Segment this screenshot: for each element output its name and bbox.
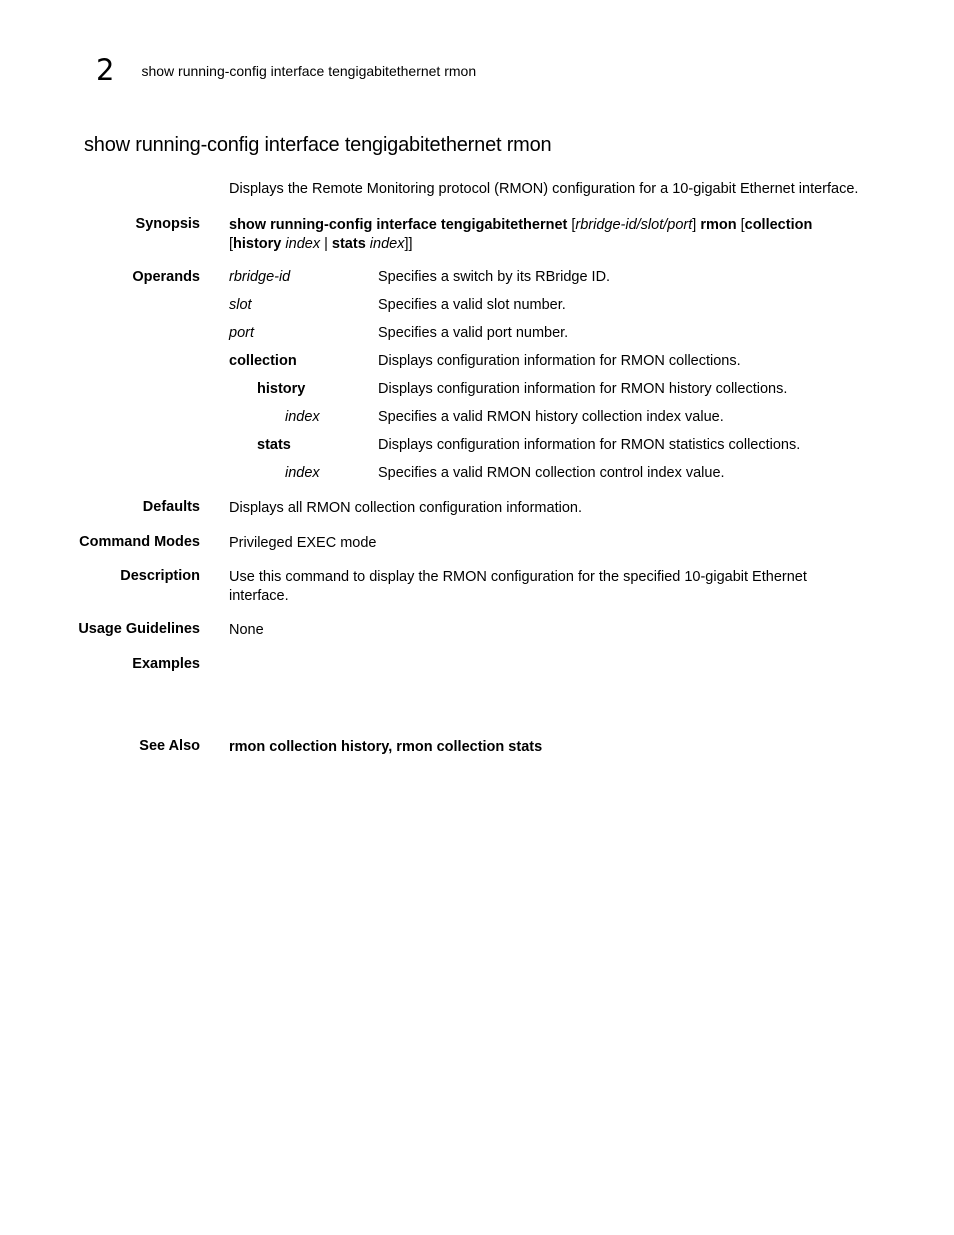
- operand-desc: Specifies a switch by its RBridge ID.: [378, 269, 611, 285]
- operand-desc: Specifies a valid RMON history collection index value.: [378, 409, 724, 425]
- running-header: show running-config interface tengigabitethernet rmon: [141, 63, 477, 79]
- chapter-number: 2: [96, 53, 115, 87]
- operand-term: port: [229, 325, 254, 341]
- command-modes-text: Privileged EXEC mode: [229, 535, 377, 551]
- operand-term: collection: [229, 353, 297, 369]
- synopsis-cmd: show running-config interface tengigabitethernet: [229, 217, 568, 233]
- page-header: [96, 54, 476, 86]
- synopsis-text: [229, 216, 879, 253]
- synopsis-close-bracket: ]: [692, 217, 701, 233]
- synopsis-pipe: |: [320, 235, 332, 252]
- synopsis-rmon: rmon: [700, 217, 737, 233]
- see-also-label: See Also: [139, 738, 200, 754]
- synopsis-open-bracket: [: [567, 217, 576, 233]
- description-label: Description: [120, 568, 200, 584]
- operand-term: index: [285, 465, 320, 481]
- defaults-label: Defaults: [142, 499, 200, 515]
- usage-text: None: [229, 622, 264, 638]
- operand-term: index: [285, 409, 320, 425]
- operand-term: rbridge-id: [229, 269, 291, 285]
- operand-desc: Displays configuration information for RMON statistics collections.: [378, 437, 801, 453]
- operand-term: history: [257, 381, 306, 397]
- operand-desc: Displays configuration information for RMON collections.: [378, 353, 741, 369]
- operand-desc: Specifies a valid port number.: [378, 325, 569, 341]
- defaults-text: Displays all RMON collection configuration information.: [229, 500, 582, 516]
- intro-text: Displays the Remote Monitoring protocol (RMON) configuration for a 10-gigabit Ethernet interface.: [229, 181, 859, 197]
- operand-desc: Specifies a valid slot number.: [378, 297, 566, 313]
- operand-term: slot: [229, 297, 252, 313]
- page-title: show running-config interface tengigabitethernet rmon: [84, 134, 552, 156]
- synopsis-history-arg: index: [281, 235, 321, 252]
- operand-term: stats: [257, 437, 291, 453]
- synopsis-stats-arg: index: [365, 235, 405, 252]
- operands-label: Operands: [132, 269, 200, 285]
- command-modes-label: Command Modes: [79, 534, 200, 550]
- synopsis-close3: ]]: [404, 235, 413, 252]
- synopsis-collection: collection: [744, 217, 813, 233]
- description-text: Use this command to display the RMON configuration for the specified 10-gigabit Ethernet interface.: [229, 569, 807, 604]
- synopsis-label: Synopsis: [135, 216, 200, 232]
- synopsis-open2: [: [736, 217, 745, 233]
- operand-desc: Displays configuration information for RMON history collections.: [378, 381, 788, 397]
- synopsis-open3: [: [229, 235, 234, 252]
- operand-desc: Specifies a valid RMON collection control index value.: [378, 465, 725, 481]
- see-also-links[interactable]: rmon collection history, rmon collection stats: [229, 739, 543, 755]
- synopsis-history: history: [233, 235, 282, 252]
- synopsis-stats: stats: [331, 235, 366, 252]
- usage-label: Usage Guidelines: [78, 621, 200, 637]
- examples-label: Examples: [132, 656, 200, 672]
- synopsis-arg-path: rbridge-id/slot/port: [575, 217, 693, 233]
